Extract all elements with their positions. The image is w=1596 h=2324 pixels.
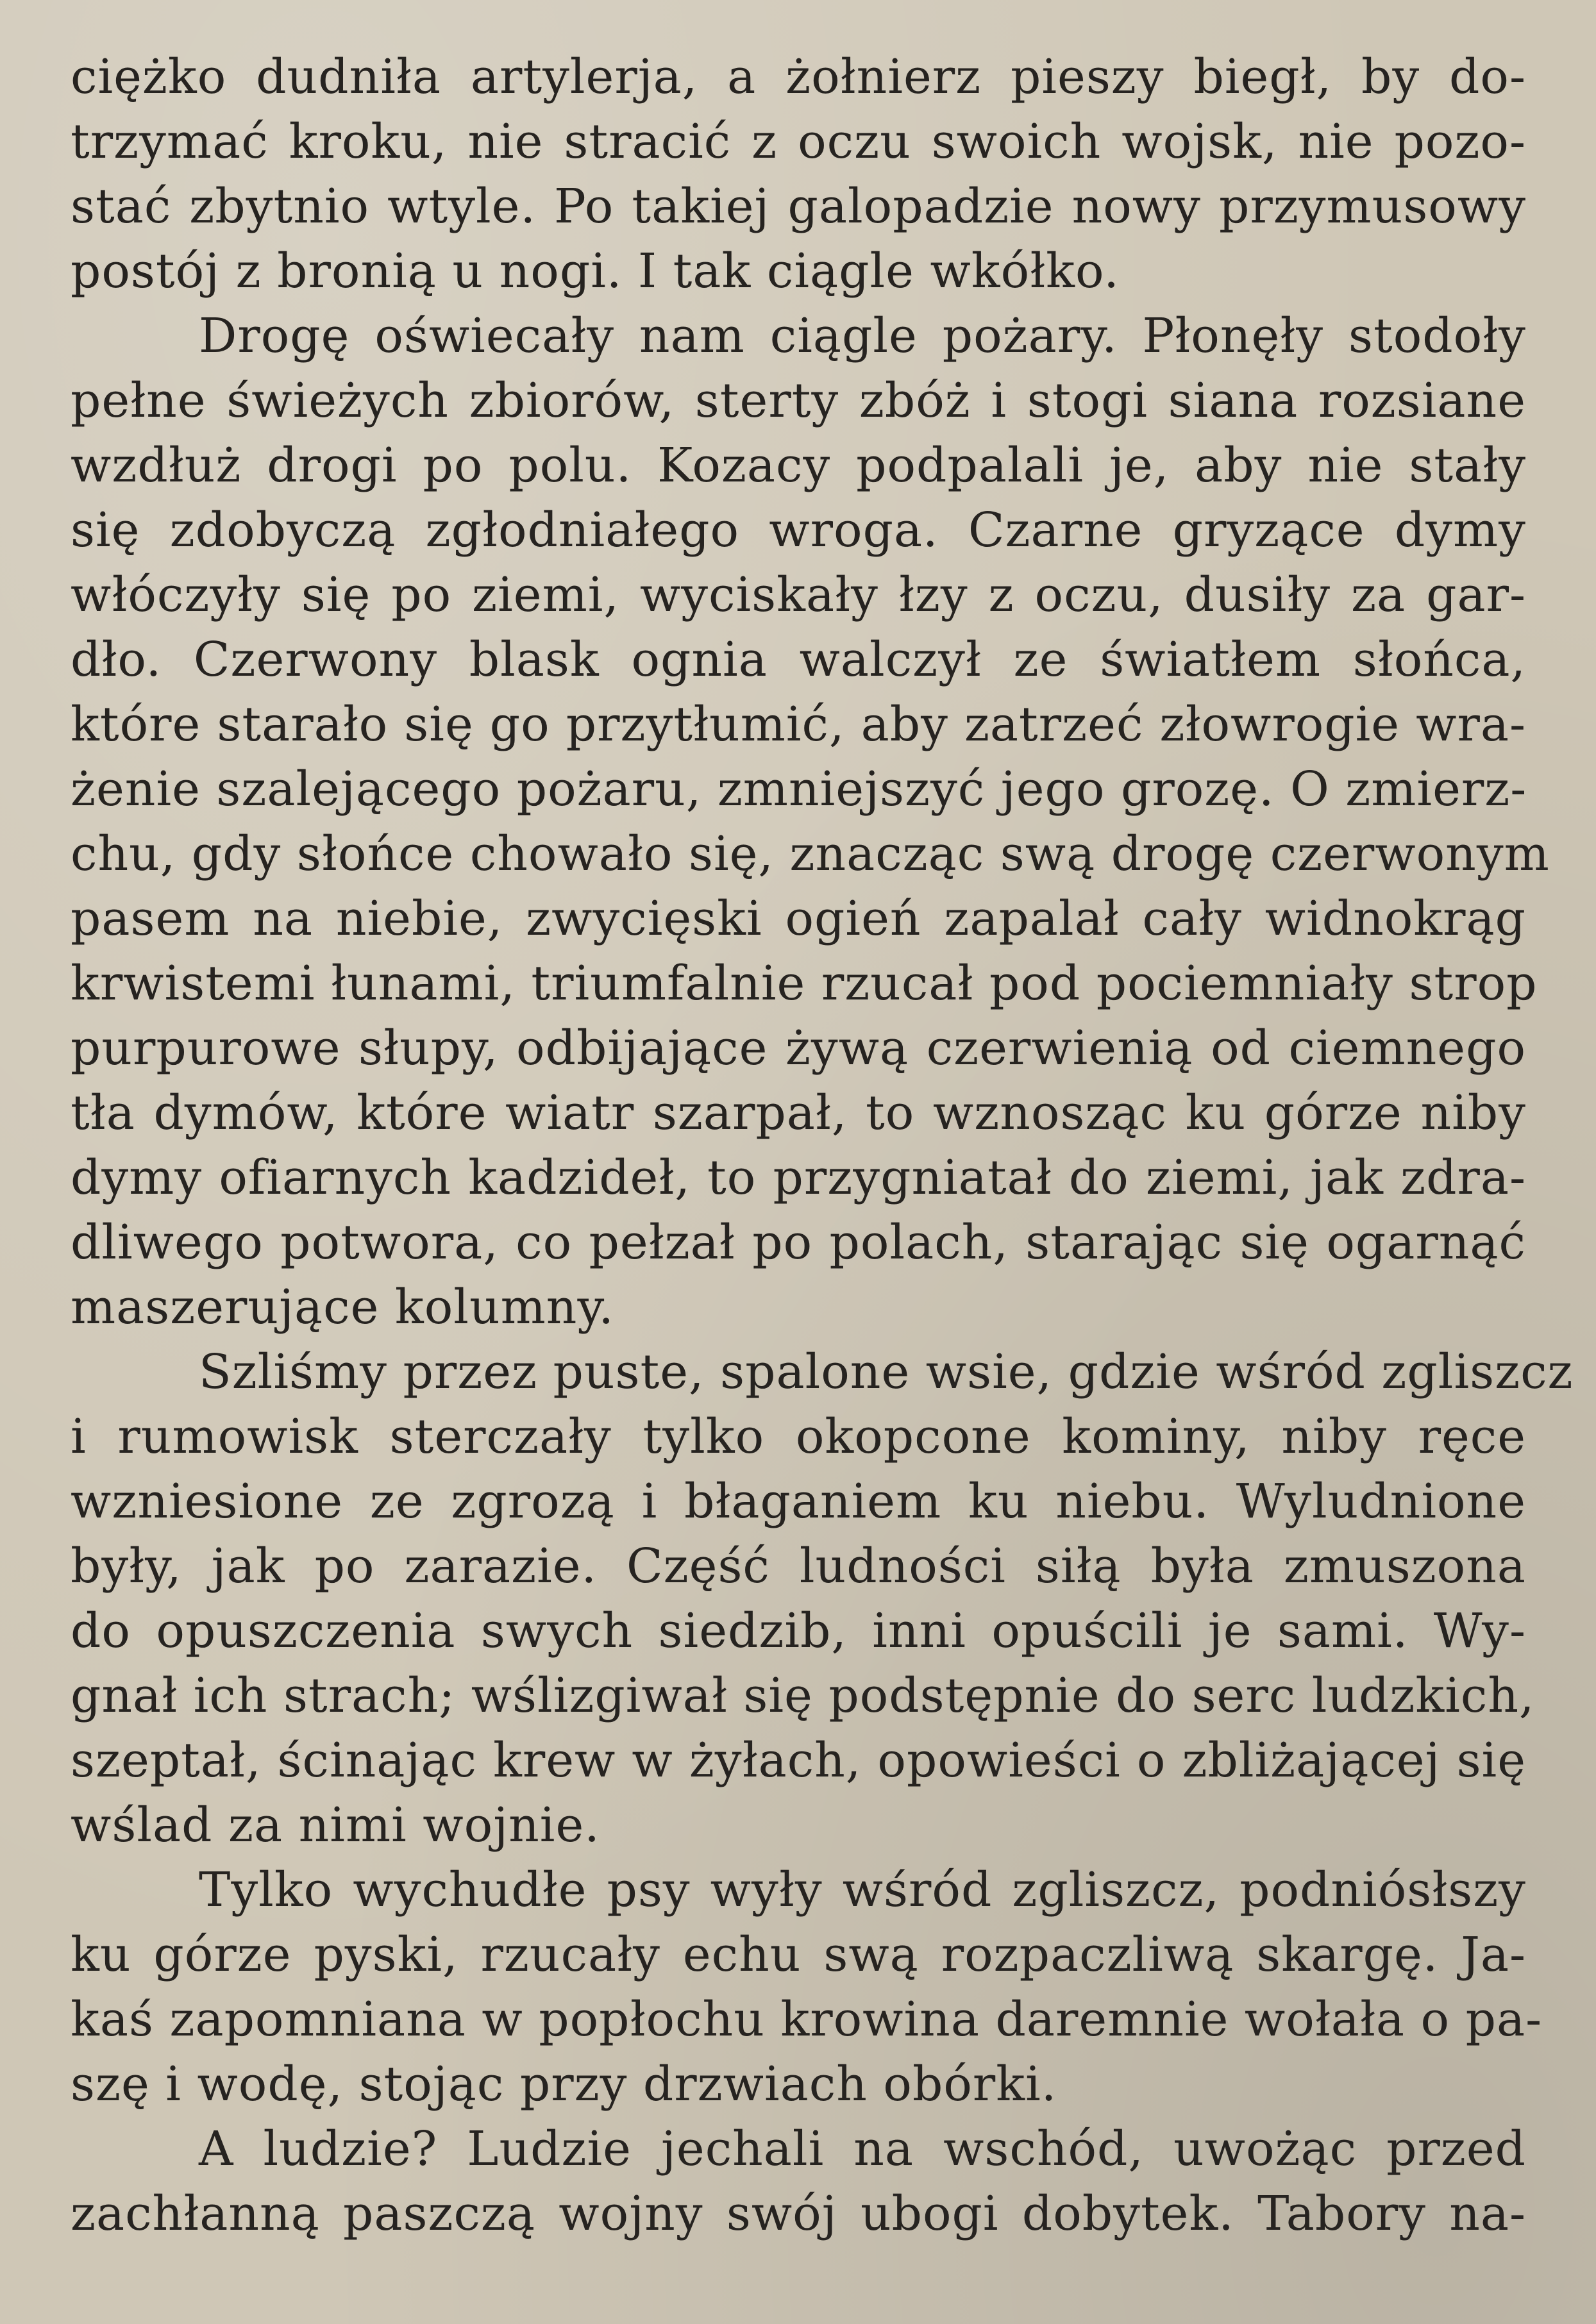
text-line: wzdłuż drogi po polu. Kozacy podpalali je, aby nie stały — [71, 438, 1526, 493]
text-line: dliwego potwora, co pełzał po polach, starając się ogarnąć — [71, 1215, 1526, 1270]
text-line: pełne świeżych zbiorów, sterty zbóż i stogi siana rozsiane — [71, 373, 1526, 428]
text-line: zachłanną paszczą wojny swój ubogi dobytek. Tabory na- — [71, 2186, 1526, 2241]
text-line: do opuszczenia swych siedzib, inni opuścili je sami. Wy- — [71, 1603, 1526, 1659]
text-line: które starało się go przytłumić, aby zatrzeć złowrogie wra- — [71, 697, 1526, 752]
text-line: gnał ich strach; wślizgiwał się podstępnie do serc ludzkich, — [71, 1668, 1535, 1723]
text-line: szę i wodę, stojąc przy drzwiach obórki. — [71, 2057, 1057, 2112]
text-line: Drogę oświecały nam ciągle pożary. Płonęły stodoły — [199, 308, 1526, 364]
text-line: ciężko dudniła artylerja, a żołnierz pieszy biegł, by do- — [71, 49, 1526, 104]
text-line: trzymać kroku, nie stracić z oczu swoich wojsk, nie pozo- — [71, 114, 1526, 169]
page-text — [71, 45, 1574, 2246]
text-line: A ludzie? Ludzie jechali na wschód, uwożąc przed — [199, 2121, 1526, 2177]
text-line: pasem na niebie, zwycięski ogień zapalał cały widnokrąg — [71, 891, 1526, 946]
text-line: Szliśmy przez puste, spalone wsie, gdzie wśród zgliszcz — [199, 1344, 1574, 1400]
text-line: dymy ofiarnych kadzideł, to przygniatał do ziemi, jak zdra- — [71, 1150, 1526, 1205]
text-line: stać zbytnio wtyle. Po takiej galopadzie nowy przymusowy — [71, 179, 1526, 234]
text-line: postój z bronią u nogi. I tak ciągle wkółko. — [71, 244, 1120, 299]
text-line: były, jak po zarazie. Część ludności siłą była zmuszona — [71, 1539, 1526, 1594]
text-line: szeptał, ścinając krew w żyłach, opowieści o zbliżającej się — [71, 1733, 1526, 1788]
text-line: tła dymów, które wiatr szarpał, to wznosząc ku górze niby — [71, 1085, 1526, 1141]
text-line: dło. Czerwony blask ognia walczył ze światłem słońca, — [71, 632, 1526, 687]
text-line: purpurowe słupy, odbijające żywą czerwienią od ciemnego — [71, 1021, 1526, 1076]
text-line: maszerujące kolumny. — [71, 1280, 614, 1335]
text-line: chu, gdy słońce chowało się, znacząc swą drogę czerwonym — [71, 826, 1550, 882]
text-line: krwistemi łunami, triumfalnie rzucał pod pociemniały strop — [71, 956, 1538, 1011]
text-line: włóczyły się po ziemi, wyciskały łzy z oczu, dusiły za gar- — [71, 567, 1526, 623]
text-line: się zdobyczą zgłodniałego wroga. Czarne gryzące dymy — [71, 503, 1526, 558]
text-line: i rumowisk sterczały tylko okopcone kominy, niby ręce — [71, 1409, 1526, 1464]
text-line: żenie szalejącego pożaru, zmniejszyć jego grozę. O zmierz- — [71, 762, 1527, 817]
text-line: kaś zapomniana w popłochu krowina daremnie wołała o pa- — [71, 1992, 1543, 2047]
text-line: Tylko wychudłe psy wyły wśród zgliszcz, podniósłszy — [199, 1862, 1526, 1918]
text-line: wślad za nimi wojnie. — [71, 1798, 600, 1853]
text-line: ku górze pyski, rzucały echu swą rozpaczliwą skargę. Ja- — [71, 1927, 1526, 1982]
text-line: wzniesione ze zgrozą i błaganiem ku niebu. Wyludnione — [71, 1474, 1526, 1529]
